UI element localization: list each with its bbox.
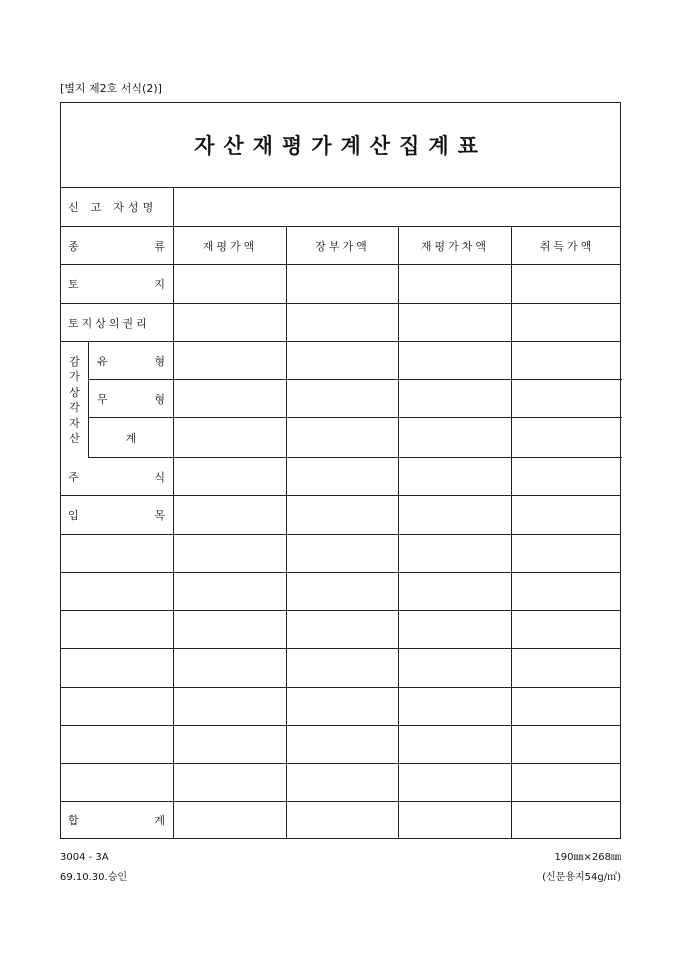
- type-header-char: 류: [154, 239, 165, 253]
- depreciable-label-char: 각: [69, 401, 80, 414]
- depreciable-label-char: 가: [69, 370, 80, 383]
- land-rights-acquisition-cell[interactable]: [512, 304, 622, 341]
- intangible-label-char: 형: [154, 392, 165, 406]
- stocks-label-char: 식: [154, 470, 165, 484]
- book-value-header: 장부가액: [287, 227, 399, 264]
- blank-revalued-cell[interactable]: [174, 611, 287, 648]
- subtotal-acquisition-cell[interactable]: [512, 418, 622, 457]
- land-difference-cell[interactable]: [399, 265, 512, 303]
- blank-label-cell[interactable]: [61, 573, 174, 610]
- blank-row: [61, 764, 620, 802]
- blank-revalued-cell[interactable]: [174, 764, 287, 801]
- land-rights-difference-cell[interactable]: [399, 304, 512, 341]
- footer-left: [60, 848, 127, 888]
- intangible-revalued-cell[interactable]: [174, 380, 287, 417]
- blank-row: [61, 688, 620, 726]
- blank-revalued-cell[interactable]: [174, 535, 287, 572]
- blank-book-cell[interactable]: [287, 535, 399, 572]
- depreciable-label-char: 산: [69, 432, 80, 445]
- paper-size: 190㎜×268㎜: [554, 852, 621, 863]
- blank-difference-cell[interactable]: [399, 726, 512, 763]
- blank-acquisition-cell[interactable]: [512, 726, 622, 763]
- land-rights-row: [61, 304, 620, 342]
- blank-label-cell[interactable]: [61, 611, 174, 648]
- blank-label-cell[interactable]: [61, 688, 174, 725]
- standing-timber-label-char: 입: [68, 509, 79, 522]
- blank-label-cell[interactable]: [61, 764, 174, 801]
- acquisition-cost-header: 취득가액: [539, 239, 595, 253]
- total-revalued-cell[interactable]: [174, 802, 287, 838]
- blank-book-cell[interactable]: [287, 688, 399, 725]
- reporter-row: [61, 187, 620, 227]
- blank-label-cell[interactable]: [61, 649, 174, 687]
- blank-book-cell[interactable]: [287, 726, 399, 763]
- reporter-label-char: 성: [127, 200, 139, 214]
- stocks-difference-cell[interactable]: [399, 458, 512, 495]
- reporter-label-char: 신: [68, 200, 79, 214]
- intangible-label-char: 무: [97, 392, 108, 406]
- depreciable-subtotal-row: [89, 418, 622, 458]
- tangible-difference-cell[interactable]: [399, 342, 512, 379]
- depreciable-label-char: 자: [69, 416, 80, 430]
- blank-row: [61, 611, 620, 649]
- tangible-label-char: 형: [154, 354, 165, 368]
- column-header-row: [61, 227, 620, 265]
- land-revalued-cell[interactable]: [174, 265, 287, 303]
- stocks-book-cell[interactable]: [287, 458, 399, 495]
- timber-book-cell[interactable]: [287, 496, 399, 534]
- tangible-row: [89, 342, 622, 380]
- subtotal-book-cell[interactable]: [287, 418, 399, 457]
- form-title: 자산재평가계산집계표: [61, 103, 620, 188]
- type-header-char: 종: [68, 239, 79, 253]
- blank-book-cell[interactable]: [287, 573, 399, 610]
- intangible-acquisition-cell[interactable]: [512, 380, 622, 417]
- timber-acquisition-cell[interactable]: [512, 496, 622, 534]
- blank-difference-cell[interactable]: [399, 611, 512, 648]
- form-number-label: [별지 제2호 서식(2)]: [60, 82, 162, 95]
- land-acquisition-cell[interactable]: [512, 265, 622, 303]
- paper-spec: (신문용지54g/㎡): [542, 872, 621, 883]
- timber-revalued-cell[interactable]: [174, 496, 287, 534]
- reporter-label-char: 고: [90, 200, 102, 214]
- reporter-name-field[interactable]: [174, 187, 622, 226]
- reporter-label: [61, 187, 174, 226]
- blank-revalued-cell[interactable]: [174, 688, 287, 725]
- intangible-difference-cell[interactable]: [399, 380, 512, 417]
- total-difference-cell[interactable]: [399, 802, 512, 838]
- reporter-label-char: 자: [113, 200, 124, 214]
- subtotal-revalued-cell[interactable]: [174, 418, 287, 457]
- timber-difference-cell[interactable]: [399, 496, 512, 534]
- footer-right: [542, 848, 621, 888]
- total-label-char: 합: [68, 814, 79, 827]
- standing-timber-row: [61, 496, 620, 535]
- total-label-char: 계: [154, 814, 165, 827]
- blank-difference-cell[interactable]: [399, 649, 512, 687]
- blank-row: [61, 535, 620, 573]
- standing-timber-label: [61, 496, 174, 534]
- blank-acquisition-cell[interactable]: [512, 764, 622, 801]
- blank-row: [61, 649, 620, 688]
- land-rights-revalued-cell[interactable]: [174, 304, 287, 341]
- revalued-amount-header: 재평가액: [174, 227, 287, 264]
- blank-revalued-cell[interactable]: [174, 573, 287, 610]
- depreciable-label-char: 상: [69, 385, 80, 399]
- approval-date: 69.10.30.승인: [60, 872, 128, 883]
- total-row: [61, 802, 620, 838]
- stocks-label-char: 주: [68, 470, 79, 484]
- depreciable-label-char: 감: [69, 354, 80, 368]
- land-rights-book-cell[interactable]: [287, 304, 399, 341]
- tangible-revalued-cell[interactable]: [174, 342, 287, 379]
- tangible-label-char: 유: [97, 354, 108, 368]
- blank-acquisition-cell[interactable]: [512, 573, 622, 610]
- subtotal-difference-cell[interactable]: [399, 418, 512, 457]
- blank-acquisition-cell[interactable]: [512, 611, 622, 648]
- blank-difference-cell[interactable]: [399, 688, 512, 725]
- blank-book-cell[interactable]: [287, 611, 399, 648]
- total-book-cell[interactable]: [287, 802, 399, 838]
- type-header: [61, 227, 174, 264]
- blank-book-cell[interactable]: [287, 764, 399, 801]
- blank-acquisition-cell[interactable]: [512, 688, 622, 725]
- land-row: [61, 265, 620, 304]
- stocks-row: [61, 458, 620, 496]
- land-label-char: 지: [154, 278, 165, 291]
- land-label: [61, 265, 174, 303]
- intangible-row: [89, 380, 622, 418]
- standing-timber-label-char: 목: [154, 509, 165, 522]
- stocks-acquisition-cell[interactable]: [512, 458, 622, 495]
- land-rights-label: 토지상의권리: [61, 304, 174, 341]
- blank-label-cell[interactable]: [61, 726, 174, 763]
- blank-difference-cell[interactable]: [399, 535, 512, 572]
- tangible-book-cell[interactable]: [287, 342, 399, 379]
- blank-difference-cell[interactable]: [399, 764, 512, 801]
- land-label-char: 토: [68, 278, 79, 291]
- blank-revalued-cell[interactable]: [174, 649, 287, 687]
- depreciable-assets-label: [61, 342, 89, 458]
- form-code: 3004 - 3A: [60, 852, 109, 863]
- stocks-label: [61, 458, 174, 495]
- blank-row: [61, 726, 620, 764]
- total-label: [61, 802, 174, 838]
- blank-book-cell[interactable]: [287, 649, 399, 687]
- summary-form-table: [60, 102, 621, 839]
- blank-acquisition-cell[interactable]: [512, 649, 622, 687]
- stocks-revalued-cell[interactable]: [174, 458, 287, 495]
- depreciable-subtotal-label: 계: [89, 418, 174, 457]
- reporter-label-char: 명: [142, 200, 154, 214]
- blank-label-cell[interactable]: [61, 535, 174, 572]
- tangible-label: [89, 342, 174, 379]
- blank-difference-cell[interactable]: [399, 573, 512, 610]
- land-book-cell[interactable]: [287, 265, 399, 303]
- intangible-book-cell[interactable]: [287, 380, 399, 417]
- blank-acquisition-cell[interactable]: [512, 535, 622, 572]
- total-acquisition-cell[interactable]: [512, 802, 622, 838]
- blank-revalued-cell[interactable]: [174, 726, 287, 763]
- revaluation-difference-header: 재평가차액: [399, 227, 512, 264]
- tangible-acquisition-cell[interactable]: [512, 342, 622, 379]
- intangible-label: [89, 380, 174, 417]
- blank-row: [61, 573, 620, 611]
